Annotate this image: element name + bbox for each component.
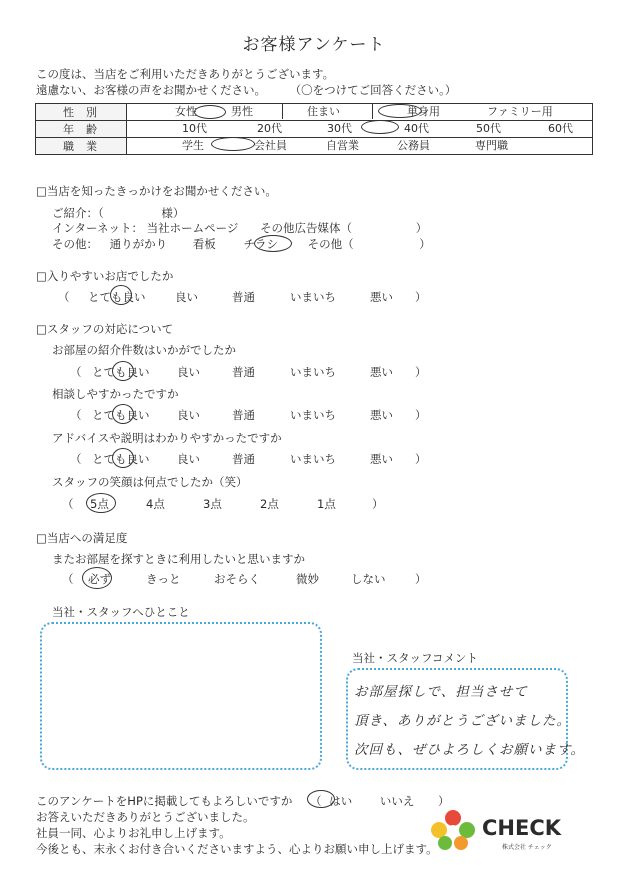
q3-sub1-options-row: [0, 364, 628, 382]
residence-option-family[interactable]: ファミリー用: [487, 105, 553, 118]
q3-sub3-option-bad[interactable]: 悪い: [370, 452, 393, 466]
q1-other-opt-sign[interactable]: 看板: [192, 237, 216, 251]
flower-logo-icon: [426, 808, 480, 852]
q1-internet-close: ）: [415, 221, 428, 235]
q2-option-good[interactable]: 良い: [175, 290, 198, 304]
q2-heading: □入りやすいお店でしたか: [36, 269, 174, 283]
logo-petal-left: [431, 822, 447, 838]
q1-intro-label: ご紹介：（: [52, 206, 104, 220]
q3-sub2-option-very-good[interactable]: とても良い: [92, 408, 150, 422]
q3-smile-selected-circle: [86, 493, 116, 513]
q4-open: （: [62, 572, 74, 586]
logo-petal-bottom-left: [438, 836, 452, 850]
q1-internet-label[interactable]: インターネット：: [52, 221, 143, 235]
intro-line-1: この度は、当店をご利用いただきありがとうございます。: [36, 67, 335, 81]
age-option-60[interactable]: 60代: [548, 122, 573, 135]
flower-logo-svg: [426, 808, 480, 852]
q3-sub1-close: ）: [415, 365, 427, 379]
publish-selected-circle: [307, 790, 335, 808]
intro-line-2: [36, 82, 456, 98]
footer-closing: 今後とも、末永くお付き合いくださいますよう、心よりお願い申し上げます。: [36, 842, 438, 856]
q1-selected-circle: [254, 235, 292, 252]
q1-other-other[interactable]: その他（: [307, 237, 354, 251]
publish-no[interactable]: いいえ: [379, 794, 415, 808]
q4-question: またお部屋を探すときに利用したいと思いますか: [52, 552, 305, 566]
q3-sub3-question: アドバイスや説明はわかりやすかったですか: [52, 431, 282, 445]
gender-option-female[interactable]: 女性: [175, 105, 197, 118]
gender-label-cell: [36, 104, 127, 121]
q3-sub3-option-very-good[interactable]: とても良い: [92, 452, 150, 466]
q4-option-probably[interactable]: おそらく: [214, 572, 260, 586]
q3-smile-question: スタッフの笑顔は何点でしたか（笑）: [52, 475, 248, 489]
q3-sub3-option-good[interactable]: 良い: [177, 452, 200, 466]
q1-heading: □当店を知ったきっかけをお聞かせください。: [36, 184, 277, 198]
q3-sub3-option-normal[interactable]: 普通: [232, 452, 255, 466]
q3-sub2-option-normal[interactable]: 普通: [232, 408, 255, 422]
q3-sub3-selected-circle: [112, 448, 134, 468]
age-cells: [127, 121, 593, 138]
job-label: 職業: [63, 140, 109, 153]
logo-wordmark: CHECK: [482, 816, 562, 840]
q2-open: （: [58, 290, 70, 304]
q3-smile-option-1[interactable]: 1点: [317, 497, 336, 511]
footer-thanks: お答えいただきありがとうございました。: [36, 810, 255, 824]
q4-option-unsure[interactable]: 微妙: [296, 572, 319, 586]
age-label: 年齢: [63, 123, 109, 136]
q3-sub1-option-normal[interactable]: 普通: [232, 365, 255, 379]
age-option-30[interactable]: 30代: [327, 122, 352, 135]
job-option-self-employed[interactable]: 自営業: [326, 139, 359, 152]
staff-comment-line-2: 頂き、ありがとうございました。: [354, 713, 571, 729]
q4-option-surely[interactable]: きっと: [146, 572, 181, 586]
q2-option-bad[interactable]: 悪い: [370, 290, 393, 304]
staff-comment-line-1: お部屋探しで、担当させて: [354, 684, 528, 700]
staff-comment-label: 当社・スタッフコメント: [352, 651, 478, 665]
message-textarea[interactable]: [40, 622, 322, 770]
age-option-50[interactable]: 50代: [476, 122, 501, 135]
logo-petal-top: [445, 810, 461, 826]
q3-sub2-option-bad[interactable]: 悪い: [370, 408, 393, 422]
q3-heading: □スタッフの対応について: [36, 322, 174, 336]
q4-close: ）: [415, 572, 427, 586]
q3-sub1-option-so-so[interactable]: いまいち: [290, 365, 336, 379]
q3-sub2-option-good[interactable]: 良い: [177, 408, 200, 422]
q1-intro-row: [52, 205, 184, 221]
q2-option-very-good[interactable]: とても良い: [88, 290, 146, 304]
q2-option-so-so[interactable]: いまいち: [290, 290, 336, 304]
profile-row-age: [36, 121, 593, 138]
age-label-cell: [36, 121, 127, 138]
residence-divider: [372, 104, 373, 119]
gender-option-male[interactable]: 男性: [231, 105, 253, 118]
gender-selected-circle: [194, 105, 226, 119]
q3-sub1-open: （: [70, 365, 82, 379]
q1-internet-row: [52, 220, 427, 236]
publish-close: ）: [438, 794, 450, 808]
q3-smile-open: （: [62, 497, 74, 511]
q3-sub3-close: ）: [415, 452, 427, 466]
q1-internet-opt2[interactable]: その他広告媒体（: [260, 221, 353, 235]
age-selected-circle: [361, 120, 399, 134]
profile-row-job: [36, 138, 593, 155]
page-title: お客様アンケート: [242, 35, 386, 55]
q3-sub2-question: 相談しやすかったですか: [52, 387, 179, 401]
q3-sub2-options-row: [0, 407, 628, 425]
publish-yes[interactable]: はい: [329, 794, 353, 808]
logo-subtitle: 株式会社 チェック: [502, 844, 552, 851]
staff-comment-line-3: 次回も、ぜひよろしくお願います。: [354, 742, 585, 758]
q1-intro-sama: 様）: [161, 206, 185, 220]
q3-sub1-question: お部屋の紹介件数はいかがでしたか: [52, 343, 236, 357]
logo-petal-right: [459, 822, 475, 838]
gender-label: 性別: [63, 106, 109, 119]
q2-option-normal[interactable]: 普通: [232, 290, 255, 304]
q3-smile-option-4[interactable]: 4点: [146, 497, 165, 511]
residence-option-single[interactable]: 単身用: [407, 105, 440, 118]
footer-staff: 社員一同、心よりお礼申し上げます。: [36, 826, 231, 840]
residence-label: 住まい: [307, 105, 340, 118]
residence-selected-circle: [378, 104, 422, 118]
job-label-cell: [36, 138, 127, 155]
profile-row-gender: [36, 104, 593, 121]
q1-other-label: その他：: [52, 237, 98, 251]
q2-selected-circle: [110, 285, 132, 305]
q3-sub1-option-bad[interactable]: 悪い: [370, 365, 393, 379]
q3-sub3-options-row: [0, 451, 628, 469]
job-option-student[interactable]: 学生: [182, 139, 204, 152]
q3-sub2-open: （: [70, 408, 82, 422]
q1-internet-opt1[interactable]: 当社ホームページ: [146, 221, 239, 235]
intro-line-2-text: 遠慮ない、お客様の声をお聞かせください。: [36, 83, 266, 97]
q3-sub2-selected-circle: [112, 404, 134, 424]
q2-close: ）: [415, 290, 427, 304]
q3-sub1-selected-circle: [112, 361, 134, 381]
job-option-specialist[interactable]: 専門職: [475, 139, 508, 152]
age-option-10[interactable]: 10代: [182, 122, 207, 135]
q1-other-row: [52, 236, 431, 252]
q4-selected-circle: [82, 567, 112, 589]
message-box-label: 当社・スタッフへひとこと: [52, 605, 190, 619]
q3-smile-close: ）: [372, 497, 384, 511]
q3-sub2-option-so-so[interactable]: いまいち: [290, 408, 336, 422]
q3-sub1-option-very-good[interactable]: とても良い: [92, 365, 150, 379]
q3-sub3-option-so-so[interactable]: いまいち: [290, 452, 336, 466]
q3-sub3-open: （: [70, 452, 82, 466]
q1-other-close: ）: [419, 237, 431, 251]
publish-row: [36, 793, 450, 809]
q2-options-row: [0, 289, 628, 307]
q3-sub1-option-good[interactable]: 良い: [177, 365, 200, 379]
age-option-20[interactable]: 20代: [257, 122, 282, 135]
profile-table: [35, 103, 593, 155]
q1-other-opt-flyer[interactable]: チラシ: [243, 237, 278, 251]
q3-smile-option-3[interactable]: 3点: [203, 497, 222, 511]
q1-other-opt-passing[interactable]: 通りがかり: [109, 237, 168, 251]
publish-question: このアンケートをHPに掲載してもよろしいですか: [36, 794, 293, 808]
intro-line-2-note: （〇をつけてご回答ください。）: [289, 83, 457, 97]
q3-sub2-close: ）: [415, 408, 427, 422]
q3-smile-option-2[interactable]: 2点: [260, 497, 279, 511]
q4-option-no[interactable]: しない: [351, 572, 386, 586]
q3-smile-option-5[interactable]: 5点: [90, 497, 109, 511]
age-option-40[interactable]: 40代: [404, 122, 429, 135]
publish-open: （: [310, 794, 322, 808]
job-option-civil-servant[interactable]: 公務員: [397, 139, 430, 152]
gender-divider: [282, 104, 283, 119]
q4-option-definitely[interactable]: 必ず: [88, 572, 111, 586]
q4-heading: □当店への満足度: [36, 531, 128, 545]
logo-petal-bottom-right: [454, 836, 468, 850]
job-selected-circle: [211, 137, 255, 151]
job-option-employee[interactable]: 会社員: [254, 139, 287, 152]
logo-center: [447, 825, 459, 837]
job-cells: [127, 138, 593, 155]
